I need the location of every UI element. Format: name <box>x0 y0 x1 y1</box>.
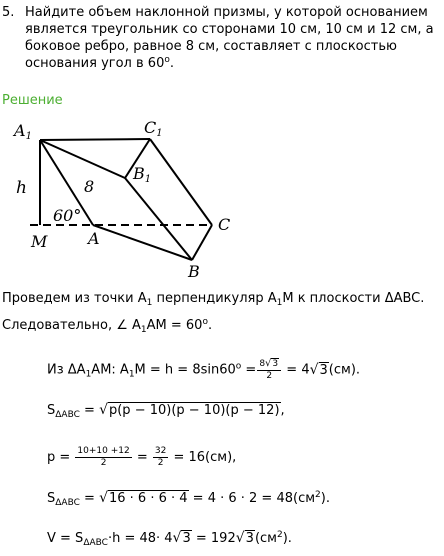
edge-c1-c <box>150 139 212 225</box>
edge-b-c <box>192 225 212 260</box>
prism-figure <box>0 112 260 282</box>
label-b: B <box>188 262 200 281</box>
label-a: A <box>88 229 100 248</box>
solution-heading: Решение <box>2 93 63 108</box>
edge-a1-c1 <box>40 139 150 140</box>
construction-text: Проведем из точки $A_1$ перпендикуляр $A_1M$ к плоскости ΔABC. <box>2 291 425 308</box>
label-b1: B1 <box>133 164 152 185</box>
formula-area: $S_{\Delta ABC} = √16 \cdot 6 \cdot 6 \cdot 4 = 4 \cdot 6 \cdot 2 = 48(см^2)$. <box>47 490 330 508</box>
formula-semiperimeter: p = $\frac{10+10 +12}{2}$ = $\frac{32}{2}$ = 16(см), <box>47 446 237 468</box>
label-c1: C1 <box>144 118 163 139</box>
label-m: M <box>31 232 48 251</box>
problem-text: Найдите объем наклонной призмы, у которой основанием является треугольник со сторонами 10 см, 10 см и 12 см, а боковое ребро, равное 8 см, составляет с плоскостью основания угол в 60$^o$. <box>25 5 434 71</box>
label-angle: 60° <box>53 206 82 225</box>
formula-volume: $V = S_{\Delta ABC}\cdot h = 48\cdot 4√3 = 192√3(см^2)$. <box>47 530 292 548</box>
problem-number: 5. <box>2 5 15 20</box>
fraction-8-root3-over-2: $\frac{8√3}{2}$ <box>257 358 281 382</box>
label-edge-length: 8 <box>84 177 95 196</box>
formula-height: Из $\Delta A_1AM$: $A_1M = h = 8\sin 60^o$ = $\frac{8√3}{2}$ = 4√3(см). <box>47 358 361 381</box>
problem-statement <box>2 4 440 72</box>
label-a1: A1 <box>14 121 32 142</box>
label-c: C <box>218 215 231 234</box>
label-h: h <box>16 178 27 198</box>
formula-heron: $S_{\Delta ABC} = √p(p - 10)(p - 10)(p - 12)$, <box>47 402 285 420</box>
conclusion-text: Следовательно, ∠ $A_1AM = 60^o$. <box>2 317 213 335</box>
